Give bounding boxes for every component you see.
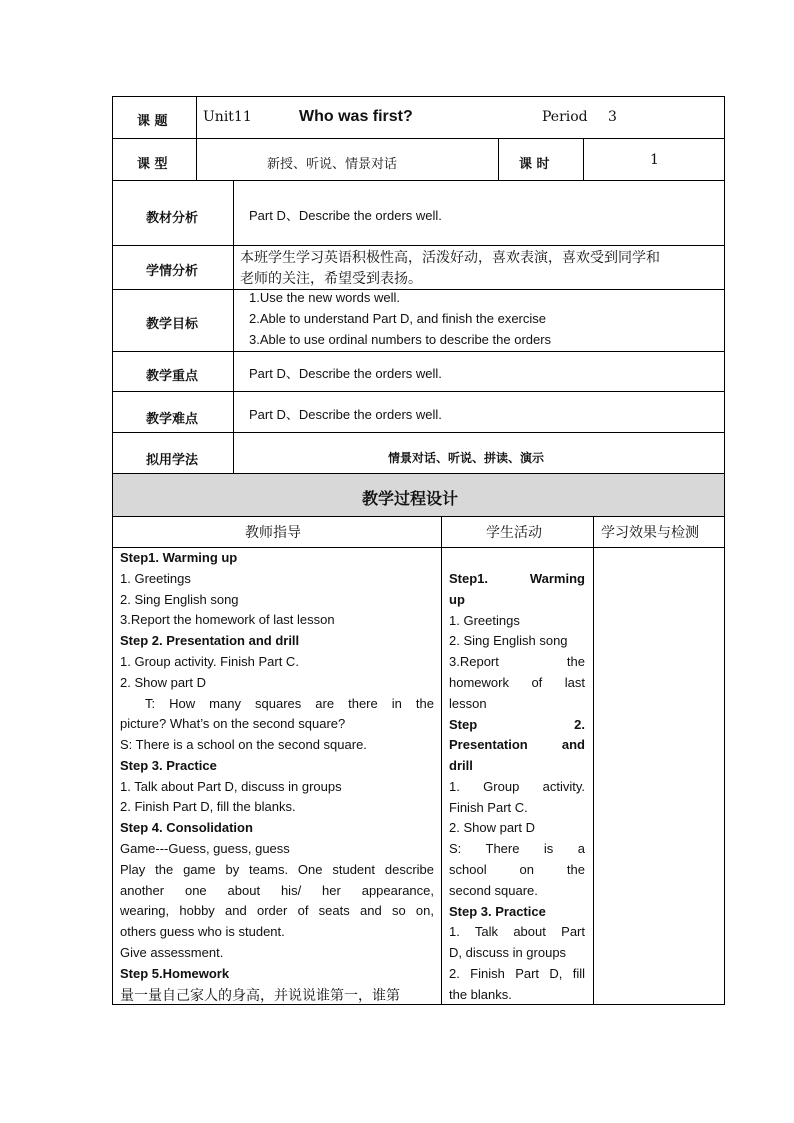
course-label: 课 题 [137,114,168,129]
teacher-line: Step 2. Presentation and drill [120,633,300,648]
lesson-title: Who was first? [299,108,413,125]
hours-value: 1 [650,152,659,168]
student-line: 1. Group activity. [449,779,585,794]
teacher-line: picture? What’s on the second square? [120,716,346,731]
type-label: 课 型 [137,157,168,172]
teacher-line: Step 4. Consolidation [120,820,253,835]
teacher-line: others guess who is student. [120,924,285,939]
student-line: 1. Greetings [449,613,520,628]
teacher-line: 2. Finish Part D, fill the blanks. [120,799,296,814]
teacher-line: another one about his/ her appearance, [120,883,434,898]
teacher-line: Step 5.Homework [120,966,230,981]
teacher-line: 1. Group activity. Finish Part C. [120,654,299,669]
row-label-methods: 拟用学法 [146,453,199,468]
col-header-teacher: 教师指导 [245,525,301,541]
student-line: 2. Show part D [449,820,535,835]
students-content-line-2: 老师的关注，希望受到表扬。 [240,271,422,287]
student-line: second square. [449,883,538,898]
student-line: 2. Sing English song [449,633,568,648]
objective-line-2: 2.Able to understand Part D, and finish the exercise [249,311,547,326]
student-line: 2. Finish Part D, fill [449,966,585,981]
objective-line-1: 1.Use the new words well. [249,290,401,305]
difficulties-content: Part D、Describe the orders well. [249,407,442,422]
hours-label: 课 时 [519,157,550,172]
period-number: 3 [608,109,617,125]
student-column [449,571,585,1003]
student-line: 3.Report the [449,654,585,669]
student-line: school on the [449,862,585,877]
student-line: Step1. Warming [449,571,585,586]
student-line: 1. Talk about Part [449,924,585,939]
teacher-line: 1. Talk about Part D, discuss in groups [120,779,342,794]
teacher-line: 1. Greetings [120,571,191,586]
row-label-key-points: 教学重点 [146,369,199,384]
unit-number: Unit11 [203,109,252,125]
materials-content: Part D、Describe the orders well. [249,208,442,223]
student-line: up [449,592,465,607]
teacher-line: S: There is a school on the second square. [120,737,367,752]
teacher-line: wearing, hobby and order of seats and so on, [120,903,434,918]
row-label-difficulties: 教学难点 [146,412,199,427]
student-line: S: There is a [449,841,585,856]
student-line: Step 2. [449,717,585,732]
student-line: lesson [449,696,487,711]
teacher-line: 2. Show part D [120,675,206,690]
effect-column [594,548,724,1004]
col-header-effect: 学习效果与检测 [601,525,699,541]
teacher-line: Step1. Warming up [120,550,238,565]
teacher-line: 3.Report the homework of last lesson [120,612,335,627]
student-line: homework of last [449,675,585,690]
student-line: drill [449,758,473,773]
teacher-line: T: How many squares are there in the [145,696,434,711]
col-header-student: 学生活动 [486,525,542,541]
teacher-line: Game---Guess, guess, guess [120,841,290,856]
key-points-content: Part D、Describe the orders well. [249,366,442,381]
period-label: Period [542,109,588,125]
row-label-materials: 教材分析 [146,211,199,226]
teacher-line: 2. Sing English song [120,592,239,607]
teacher-line: Play the game by teams. One student describe [120,862,434,877]
student-line: Presentation and [449,737,585,752]
student-line: the blanks. [449,987,512,1002]
students-content-line-1: 本班学生学习英语积极性高，活泼好动，喜欢表演，喜欢受到同学和 [240,250,660,266]
student-line: Step 3. Practice [449,904,546,919]
objective-line-3: 3.Able to use ordinal numbers to describe the orders [249,332,552,347]
process-title: 教学过程设计 [362,489,459,508]
teacher-line: 量一量自己家人的身高，并说说谁第一，谁第 [120,988,400,1004]
type-value: 新授、听说、情景对话 [267,157,398,172]
teacher-column [120,550,434,1002]
teacher-line: Give assessment. [120,945,224,960]
row-label-students: 学情分析 [146,264,199,279]
row-label-objectives: 教学目标 [146,317,199,332]
methods-content: 情景对话、听说、拼读、演示 [388,451,545,465]
teacher-line: Step 3. Practice [120,758,217,773]
student-line: D, discuss in groups [449,945,567,960]
student-line: Finish Part C. [449,800,528,815]
